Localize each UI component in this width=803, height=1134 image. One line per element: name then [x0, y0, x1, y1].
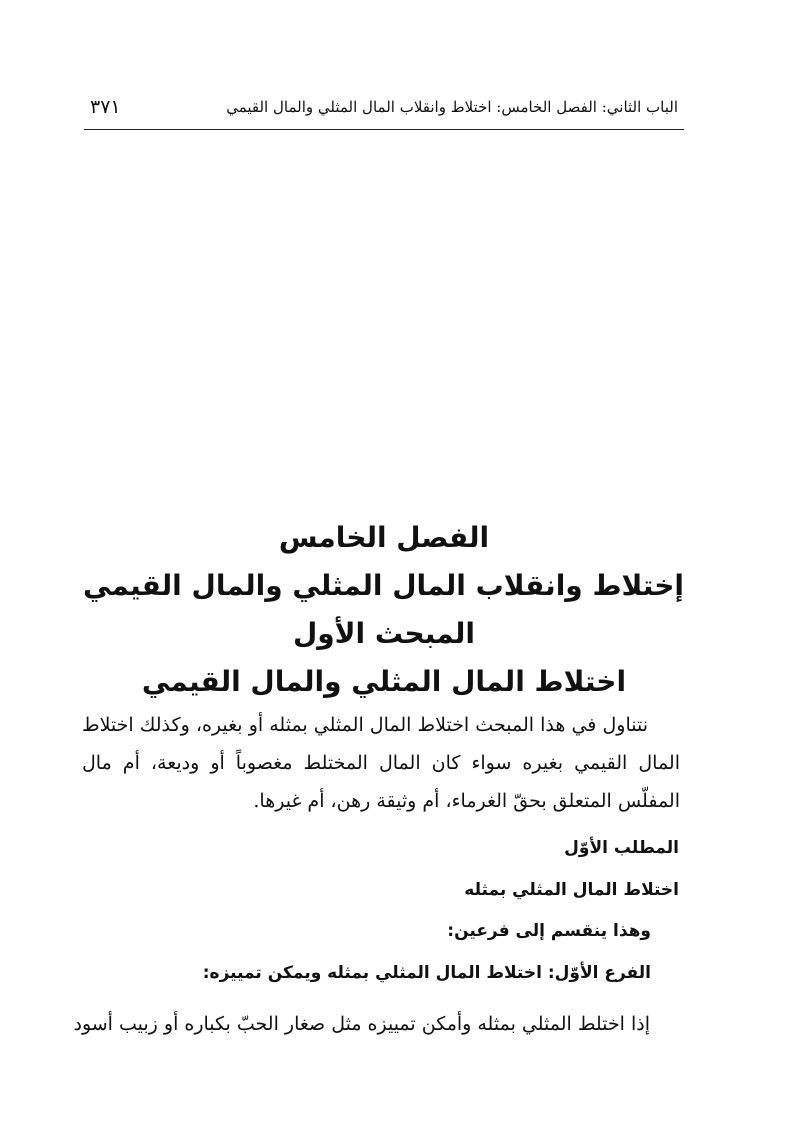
- intro-paragraph: [82, 706, 680, 820]
- page-number: ٣٧١: [90, 96, 121, 118]
- section-title: اختلاط المال المثلي والمال القيمي: [141, 665, 627, 698]
- running-header: [84, 96, 678, 128]
- far1-heading: الفرع الأوّل: اختلاط المال المثلي بمثله ويمكن تمييزه:: [202, 963, 651, 983]
- matlab-title: اختلاط المال المثلي بمثله: [464, 880, 679, 900]
- section-heading: المبحث الأول: [292, 617, 476, 650]
- matlab-heading: المطلب الأوّل: [564, 838, 679, 858]
- running-header-title: الباب الثاني: الفصل الخامس: اختلاط وانقلاب المال المثلي والمال القيمي: [226, 98, 678, 116]
- intro-paragraph-text: نتناول في هذا المبحث اختلاط المال المثلي بمثله أو بغيره، وكذلك اختلاط المال القيمي بغيره سواء كان المال المختلط مغصوباً أو وديعة، أم مال المفلّس المتعلق بحقّ الغرماء، أم وثيقة رهن، أم غيرها.: [82, 714, 680, 812]
- chapter-headings: [84, 514, 684, 706]
- chapter-title: إختلاط وانقلاب المال المثلي والمال القيمي: [82, 569, 684, 602]
- body-text-line: إذا اختلط المثلي بمثله وأمكن تمييزه مثل صغار الحبّ بكباره أو زبيب أسود: [73, 1013, 650, 1035]
- header-divider: [84, 129, 684, 130]
- chapter-heading: الفصل الخامس: [278, 521, 490, 554]
- division-note: وهذا ينقسم إلى فرعين:: [447, 921, 651, 941]
